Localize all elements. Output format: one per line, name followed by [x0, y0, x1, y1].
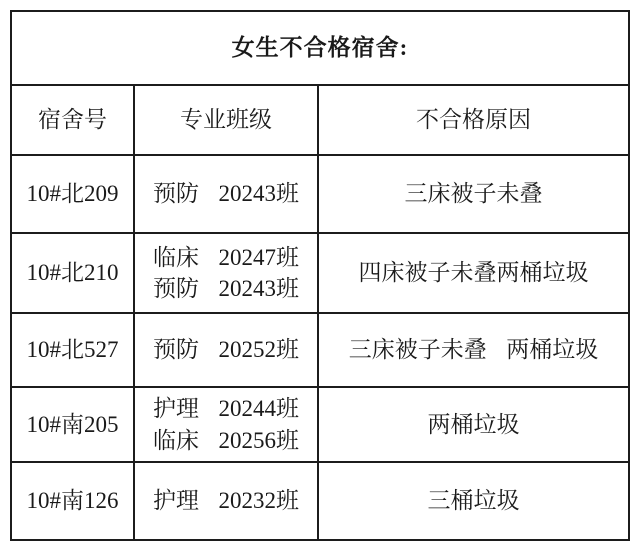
dorm-number: 10#北210: [11, 233, 134, 313]
table-row: [11, 313, 629, 387]
column-header-class: 专业班级: [134, 85, 318, 155]
fail-reason: 三床被子未叠: [318, 155, 629, 233]
table-row: [11, 233, 629, 313]
dorm-number: 10#南126: [11, 462, 134, 540]
fail-reason: 两桶垃圾: [318, 387, 629, 462]
class-cell: [134, 313, 318, 387]
class-line: 预防 20243班: [152, 276, 300, 301]
class-line: 预防 20252班: [152, 337, 300, 363]
header-row: [11, 85, 629, 155]
failing-dorm-table: [10, 10, 630, 541]
class-line: 护理 20232班: [152, 488, 300, 514]
fail-reason: 三床被子未叠 两桶垃圾: [318, 313, 629, 387]
table-row: [11, 462, 629, 540]
dorm-number: 10#北527: [11, 313, 134, 387]
column-header-dorm: 宿舍号: [11, 85, 134, 155]
dorm-number: 10#北209: [11, 155, 134, 233]
table-row: [11, 387, 629, 462]
title-row: [11, 11, 629, 85]
fail-reason: 三桶垃圾: [318, 462, 629, 540]
class-cell: [134, 233, 318, 313]
column-header-reason: 不合格原因: [318, 85, 629, 155]
class-cell: [134, 462, 318, 540]
table-title: 女生不合格宿舍:: [11, 11, 629, 85]
class-line: 护理 20244班: [152, 396, 300, 422]
table-row: [11, 155, 629, 233]
dorm-number: 10#南205: [11, 387, 134, 462]
class-cell: [134, 387, 318, 462]
class-line: 临床 20247班: [152, 244, 300, 270]
class-line: 临床 20256班: [152, 427, 300, 453]
fail-reason: 四床被子未叠两桶垃圾: [318, 233, 629, 313]
class-cell: [134, 155, 318, 233]
class-line: 预防 20243班: [152, 181, 300, 207]
